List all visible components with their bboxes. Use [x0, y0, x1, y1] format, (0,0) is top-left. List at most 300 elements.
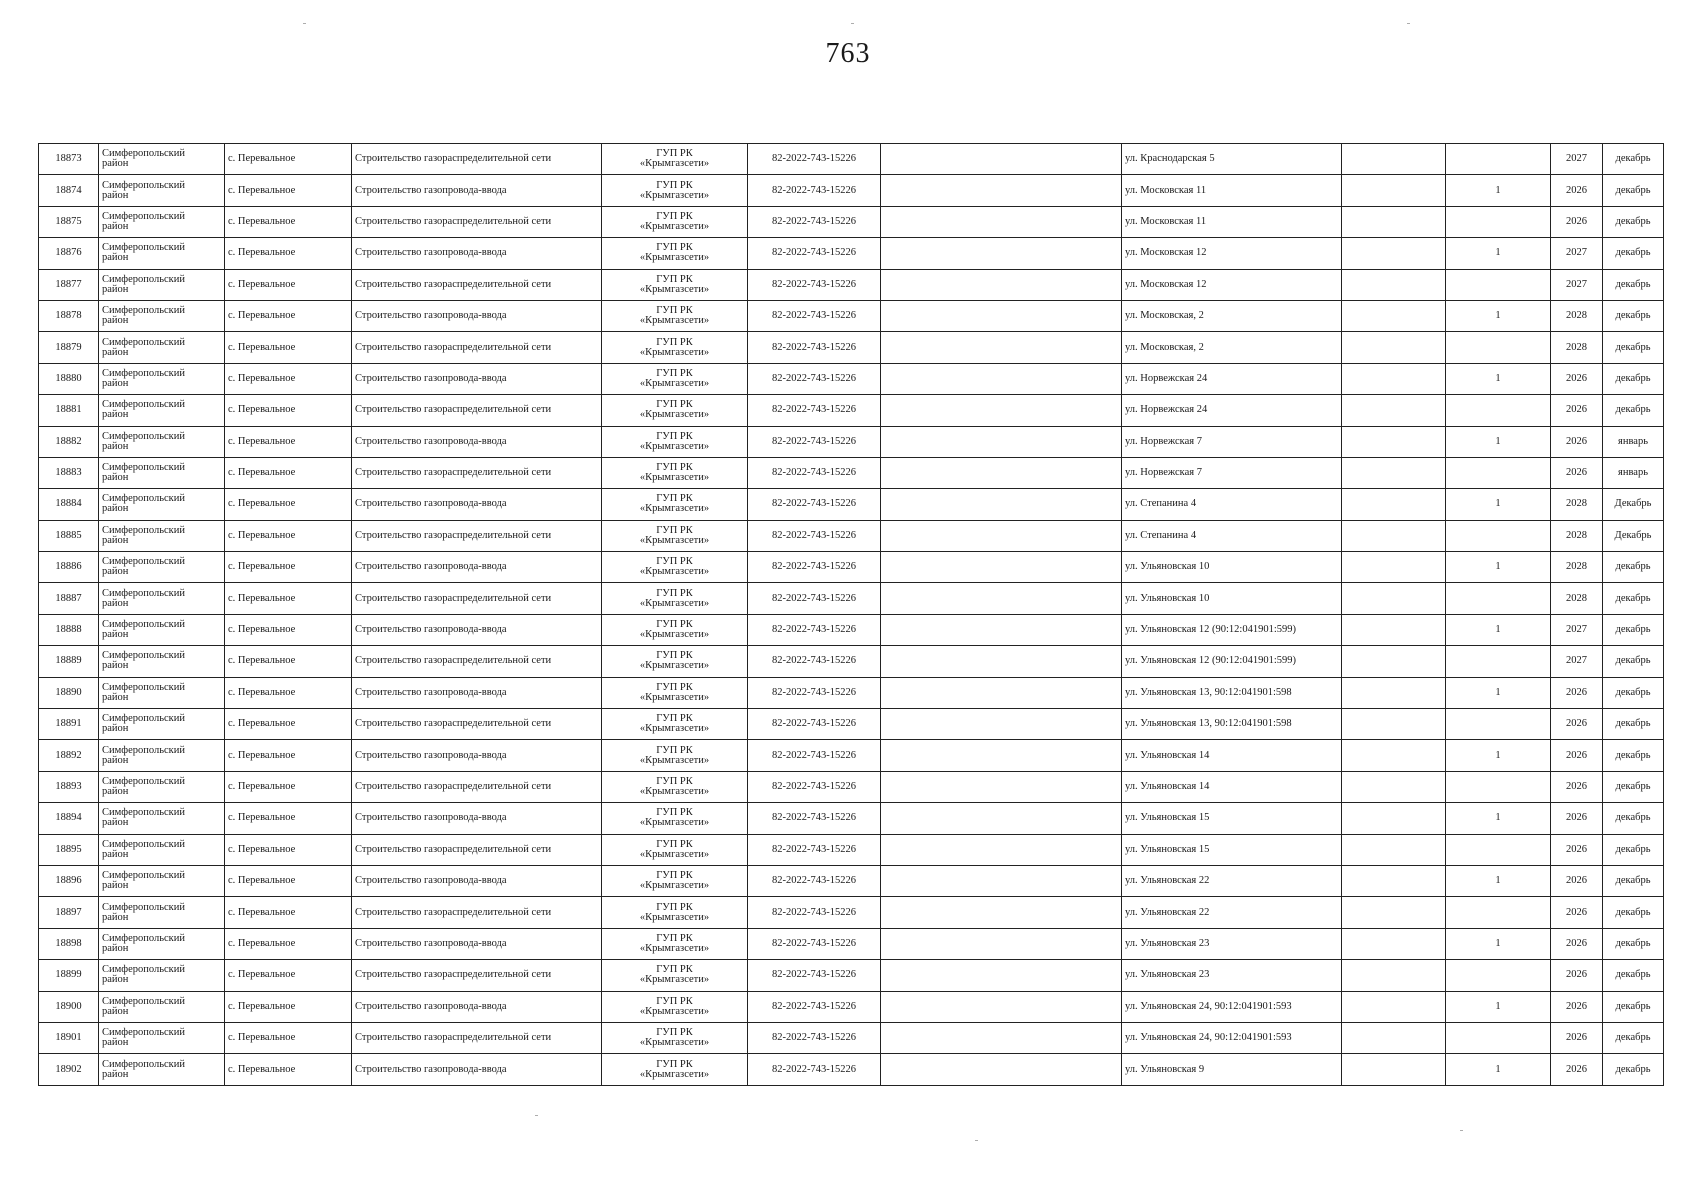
cell-settlement: с. Перевальное: [225, 991, 352, 1022]
cell-settlement: с. Перевальное: [225, 489, 352, 520]
cell-organization-line: ГУП РК: [656, 462, 693, 474]
cell-program-code: 82-2022-743-15226: [748, 206, 881, 237]
cell-year: 2028: [1551, 552, 1603, 583]
cell-organization-line: «Крымгазсети»: [639, 189, 710, 201]
cell-organization-line: ГУП РК: [656, 744, 693, 756]
cell-month: декабрь: [1603, 206, 1664, 237]
cell-number: 18887: [39, 583, 99, 614]
cell-district-line: район: [102, 629, 129, 641]
cell-quantity: 1: [1446, 928, 1551, 959]
cell-organization-line: ГУП РК: [656, 148, 693, 160]
table-row: [39, 300, 1664, 331]
cell-empty: [1342, 489, 1446, 520]
cell-program-code: 82-2022-743-15226: [748, 144, 881, 175]
cell-settlement: с. Перевальное: [225, 363, 352, 394]
cell-empty: [1342, 175, 1446, 206]
cell-month: декабрь: [1603, 960, 1664, 991]
cell-address: ул. Ульяновская 24, 90:12:041901:593: [1122, 1022, 1342, 1053]
cell-year: 2026: [1551, 897, 1603, 928]
cell-district-line: район: [102, 880, 129, 892]
cell-empty: [881, 614, 1122, 645]
cell-month: декабрь: [1603, 1022, 1664, 1053]
cell-district: [99, 1022, 225, 1053]
cell-district: [99, 332, 225, 363]
cell-district-line: Симферопольский: [102, 744, 185, 756]
cell-organization-line: «Крымгазсети»: [639, 346, 710, 358]
cell-number: 18884: [39, 489, 99, 520]
cell-empty: [881, 206, 1122, 237]
cell-number: 18888: [39, 614, 99, 645]
cell-settlement: с. Перевальное: [225, 144, 352, 175]
cell-organization-line: ГУП РК: [656, 524, 693, 536]
cell-district: [99, 614, 225, 645]
cell-district-line: Симферопольский: [102, 242, 185, 254]
cell-district: [99, 991, 225, 1022]
cell-empty: [881, 175, 1122, 206]
cell-work-type: Строительство газопровода-ввода: [352, 300, 602, 331]
cell-work-type: Строительство газораспределительной сети: [352, 1022, 602, 1053]
cell-organization: [602, 206, 748, 237]
cell-work-type: Строительство газораспределительной сети: [352, 395, 602, 426]
cell-district-line: Симферопольский: [102, 367, 185, 379]
cell-number: 18876: [39, 238, 99, 269]
cell-organization: [602, 865, 748, 896]
cell-district-line: район: [102, 315, 129, 327]
table-row: [39, 269, 1664, 300]
cell-number: 18891: [39, 709, 99, 740]
cell-district: [99, 740, 225, 771]
cell-empty: [1342, 300, 1446, 331]
cell-district-line: район: [102, 817, 129, 829]
cell-year: 2028: [1551, 583, 1603, 614]
cell-district-line: район: [102, 597, 129, 609]
cell-district-line: Симферопольский: [102, 305, 185, 317]
cell-district-line: район: [102, 189, 129, 201]
cell-work-type: Строительство газопровода-ввода: [352, 865, 602, 896]
cell-district: [99, 206, 225, 237]
cell-district-line: район: [102, 566, 129, 578]
cell-address: ул. Норвежская 24: [1122, 395, 1342, 426]
cell-address: ул. Ульяновская 22: [1122, 865, 1342, 896]
cell-settlement: с. Перевальное: [225, 771, 352, 802]
cell-work-type: Строительство газораспределительной сети: [352, 646, 602, 677]
cell-district-line: Симферопольский: [102, 430, 185, 442]
cell-month: декабрь: [1603, 991, 1664, 1022]
cell-empty: [1342, 1054, 1446, 1085]
cell-empty: [881, 395, 1122, 426]
cell-organization: [602, 552, 748, 583]
cell-program-code: 82-2022-743-15226: [748, 740, 881, 771]
cell-organization-line: ГУП РК: [656, 556, 693, 568]
cell-empty: [881, 1054, 1122, 1085]
cell-settlement: с. Перевальное: [225, 897, 352, 928]
scan-speck: [1407, 23, 1410, 24]
cell-settlement: с. Перевальное: [225, 614, 352, 645]
cell-empty: [881, 928, 1122, 959]
cell-year: 2027: [1551, 646, 1603, 677]
cell-month: декабрь: [1603, 771, 1664, 802]
cell-district-line: Симферопольский: [102, 587, 185, 599]
cell-organization-line: «Крымгазсети»: [639, 377, 710, 389]
cell-empty: [1342, 332, 1446, 363]
cell-year: 2026: [1551, 960, 1603, 991]
cell-work-type: Строительство газораспределительной сети: [352, 332, 602, 363]
cell-quantity: [1446, 520, 1551, 551]
cell-settlement: с. Перевальное: [225, 803, 352, 834]
scan-speck: [975, 1140, 978, 1141]
cell-district-line: Симферопольский: [102, 713, 185, 725]
cell-program-code: 82-2022-743-15226: [748, 677, 881, 708]
cell-organization: [602, 803, 748, 834]
cell-address: ул. Ульяновская 14: [1122, 740, 1342, 771]
cell-number: 18877: [39, 269, 99, 300]
cell-settlement: с. Перевальное: [225, 457, 352, 488]
cell-district: [99, 897, 225, 928]
cell-month: декабрь: [1603, 834, 1664, 865]
cell-number: 18882: [39, 426, 99, 457]
cell-organization-line: «Крымгазсети»: [639, 1068, 710, 1080]
registry-table: [38, 143, 1664, 1086]
cell-district-line: район: [102, 723, 129, 735]
cell-settlement: с. Перевальное: [225, 709, 352, 740]
cell-quantity: 1: [1446, 803, 1551, 834]
cell-organization-line: «Крымгазсети»: [639, 754, 710, 766]
cell-district: [99, 395, 225, 426]
cell-year: 2026: [1551, 803, 1603, 834]
table-row: [39, 709, 1664, 740]
cell-organization-line: «Крымгазсети»: [639, 880, 710, 892]
cell-settlement: с. Перевальное: [225, 175, 352, 206]
cell-month: декабрь: [1603, 1054, 1664, 1085]
table-row: [39, 960, 1664, 991]
cell-quantity: 1: [1446, 991, 1551, 1022]
cell-empty: [1342, 395, 1446, 426]
table-row: [39, 520, 1664, 551]
cell-district: [99, 646, 225, 677]
cell-organization-line: ГУП РК: [656, 210, 693, 222]
cell-quantity: 1: [1446, 426, 1551, 457]
table-row: [39, 395, 1664, 426]
table-row: [39, 834, 1664, 865]
cell-organization-line: ГУП РК: [656, 336, 693, 348]
cell-quantity: [1446, 457, 1551, 488]
cell-quantity: [1446, 583, 1551, 614]
cell-month: декабрь: [1603, 144, 1664, 175]
cell-program-code: 82-2022-743-15226: [748, 928, 881, 959]
cell-address: ул. Норвежская 7: [1122, 457, 1342, 488]
cell-empty: [881, 803, 1122, 834]
cell-district-line: Симферопольский: [102, 556, 185, 568]
cell-year: 2026: [1551, 865, 1603, 896]
table-row: [39, 991, 1664, 1022]
cell-year: 2026: [1551, 426, 1603, 457]
cell-organization-line: ГУП РК: [656, 870, 693, 882]
cell-district: [99, 677, 225, 708]
cell-quantity: [1446, 960, 1551, 991]
cell-year: 2027: [1551, 144, 1603, 175]
cell-number: 18901: [39, 1022, 99, 1053]
cell-district: [99, 552, 225, 583]
cell-organization: [602, 740, 748, 771]
cell-program-code: 82-2022-743-15226: [748, 175, 881, 206]
cell-work-type: Строительство газораспределительной сети: [352, 709, 602, 740]
cell-district-line: Симферопольский: [102, 650, 185, 662]
cell-number: 18895: [39, 834, 99, 865]
cell-district-line: Симферопольский: [102, 336, 185, 348]
cell-work-type: Строительство газораспределительной сети: [352, 206, 602, 237]
cell-district-line: Симферопольский: [102, 870, 185, 882]
cell-work-type: Строительство газораспределительной сети: [352, 960, 602, 991]
cell-quantity: 1: [1446, 175, 1551, 206]
cell-quantity: [1446, 1022, 1551, 1053]
cell-district: [99, 300, 225, 331]
cell-quantity: 1: [1446, 740, 1551, 771]
cell-quantity: [1446, 144, 1551, 175]
cell-organization-line: ГУП РК: [656, 305, 693, 317]
cell-organization-line: «Крымгазсети»: [639, 848, 710, 860]
cell-empty: [881, 1022, 1122, 1053]
cell-district-line: район: [102, 409, 129, 421]
cell-district-line: район: [102, 691, 129, 703]
cell-quantity: [1446, 206, 1551, 237]
cell-empty: [881, 897, 1122, 928]
cell-empty: [1342, 771, 1446, 802]
cell-organization-line: ГУП РК: [656, 838, 693, 850]
cell-year: 2026: [1551, 206, 1603, 237]
cell-organization-line: ГУП РК: [656, 399, 693, 411]
cell-year: 2026: [1551, 677, 1603, 708]
cell-program-code: 82-2022-743-15226: [748, 238, 881, 269]
cell-organization: [602, 614, 748, 645]
cell-settlement: с. Перевальное: [225, 332, 352, 363]
cell-organization-line: «Крымгазсети»: [639, 503, 710, 515]
cell-organization-line: ГУП РК: [656, 242, 693, 254]
cell-number: 18902: [39, 1054, 99, 1085]
cell-month: декабрь: [1603, 865, 1664, 896]
cell-empty: [1342, 834, 1446, 865]
cell-month: декабрь: [1603, 363, 1664, 394]
cell-district: [99, 771, 225, 802]
cell-empty: [1342, 426, 1446, 457]
cell-number: 18889: [39, 646, 99, 677]
cell-organization-line: ГУП РК: [656, 964, 693, 976]
cell-quantity: [1446, 646, 1551, 677]
cell-address: ул. Ульяновская 22: [1122, 897, 1342, 928]
cell-year: 2027: [1551, 614, 1603, 645]
cell-district-line: Симферопольский: [102, 493, 185, 505]
cell-settlement: с. Перевальное: [225, 960, 352, 991]
cell-quantity: [1446, 269, 1551, 300]
cell-address: ул. Ульяновская 10: [1122, 552, 1342, 583]
table-row: [39, 740, 1664, 771]
cell-district: [99, 928, 225, 959]
cell-organization-line: «Крымгазсети»: [639, 629, 710, 641]
cell-district: [99, 834, 225, 865]
cell-program-code: 82-2022-743-15226: [748, 395, 881, 426]
cell-address: ул. Ульяновская 13, 90:12:041901:598: [1122, 709, 1342, 740]
cell-program-code: 82-2022-743-15226: [748, 865, 881, 896]
cell-organization: [602, 991, 748, 1022]
cell-settlement: с. Перевальное: [225, 552, 352, 583]
cell-settlement: с. Перевальное: [225, 928, 352, 959]
cell-district-line: район: [102, 1037, 129, 1049]
cell-organization-line: «Крымгазсети»: [639, 534, 710, 546]
cell-empty: [881, 426, 1122, 457]
cell-organization-line: «Крымгазсети»: [639, 911, 710, 923]
table-row: [39, 489, 1664, 520]
cell-organization: [602, 489, 748, 520]
cell-quantity: 1: [1446, 300, 1551, 331]
cell-district-line: Симферопольский: [102, 524, 185, 536]
cell-empty: [1342, 740, 1446, 771]
cell-organization-line: «Крымгазсети»: [639, 315, 710, 327]
cell-month: Декабрь: [1603, 489, 1664, 520]
page-number: 763: [825, 38, 871, 69]
cell-empty: [1342, 457, 1446, 488]
cell-address: ул. Ульяновская 13, 90:12:041901:598: [1122, 677, 1342, 708]
cell-address: ул. Ульяновская 9: [1122, 1054, 1342, 1085]
cell-work-type: Строительство газопровода-ввода: [352, 175, 602, 206]
cell-organization-line: ГУП РК: [656, 776, 693, 787]
cell-organization: [602, 960, 748, 991]
cell-organization-line: «Крымгазсети»: [639, 817, 710, 829]
cell-program-code: 82-2022-743-15226: [748, 457, 881, 488]
cell-district-line: район: [102, 974, 129, 986]
cell-year: 2028: [1551, 489, 1603, 520]
cell-work-type: Строительство газопровода-ввода: [352, 991, 602, 1022]
cell-district-line: район: [102, 283, 129, 295]
cell-year: 2026: [1551, 740, 1603, 771]
cell-number: 18885: [39, 520, 99, 551]
cell-organization-line: «Крымгазсети»: [639, 283, 710, 295]
cell-program-code: 82-2022-743-15226: [748, 269, 881, 300]
cell-program-code: 82-2022-743-15226: [748, 803, 881, 834]
cell-district-line: район: [102, 942, 129, 954]
cell-organization: [602, 583, 748, 614]
cell-address: ул. Ульяновская 24, 90:12:041901:593: [1122, 991, 1342, 1022]
cell-work-type: Строительство газопровода-ввода: [352, 552, 602, 583]
cell-number: 18886: [39, 552, 99, 583]
cell-year: 2028: [1551, 300, 1603, 331]
cell-organization-line: ГУП РК: [656, 681, 693, 693]
cell-work-type: Строительство газопровода-ввода: [352, 1054, 602, 1085]
cell-district: [99, 865, 225, 896]
cell-organization-line: ГУП РК: [656, 493, 693, 505]
cell-organization: [602, 928, 748, 959]
cell-settlement: с. Перевальное: [225, 1054, 352, 1085]
cell-organization-line: ГУП РК: [656, 995, 693, 1007]
cell-work-type: Строительство газопровода-ввода: [352, 426, 602, 457]
cell-number: 18879: [39, 332, 99, 363]
cell-organization-line: «Крымгазсети»: [639, 1005, 710, 1017]
cell-organization-line: «Крымгазсети»: [639, 1037, 710, 1049]
cell-program-code: 82-2022-743-15226: [748, 960, 881, 991]
cell-settlement: с. Перевальное: [225, 269, 352, 300]
cell-empty: [881, 583, 1122, 614]
table-row: [39, 771, 1664, 802]
cell-district: [99, 489, 225, 520]
cell-settlement: с. Перевальное: [225, 583, 352, 614]
cell-program-code: 82-2022-743-15226: [748, 363, 881, 394]
cell-month: декабрь: [1603, 238, 1664, 269]
cell-district-line: Симферопольский: [102, 1058, 185, 1070]
cell-year: 2028: [1551, 520, 1603, 551]
cell-empty: [881, 144, 1122, 175]
cell-empty: [881, 489, 1122, 520]
cell-organization-line: ГУП РК: [656, 932, 693, 944]
cell-district: [99, 238, 225, 269]
cell-district: [99, 426, 225, 457]
cell-empty: [1342, 238, 1446, 269]
cell-program-code: 82-2022-743-15226: [748, 646, 881, 677]
cell-organization: [602, 677, 748, 708]
cell-empty: [881, 363, 1122, 394]
cell-quantity: 1: [1446, 1054, 1551, 1085]
cell-program-code: 82-2022-743-15226: [748, 709, 881, 740]
cell-program-code: 82-2022-743-15226: [748, 614, 881, 645]
cell-organization-line: «Крымгазсети»: [639, 409, 710, 421]
cell-year: 2026: [1551, 928, 1603, 959]
cell-district-line: район: [102, 440, 129, 452]
table-row: [39, 646, 1664, 677]
cell-organization-line: «Крымгазсети»: [639, 220, 710, 232]
cell-address: ул. Ульяновская 15: [1122, 834, 1342, 865]
cell-month: декабрь: [1603, 740, 1664, 771]
cell-empty: [881, 269, 1122, 300]
cell-organization-line: «Крымгазсети»: [639, 691, 710, 703]
cell-month: декабрь: [1603, 928, 1664, 959]
cell-work-type: Строительство газораспределительной сети: [352, 457, 602, 488]
cell-organization: [602, 395, 748, 426]
cell-district-line: район: [102, 377, 129, 389]
cell-empty: [1342, 646, 1446, 677]
cell-empty: [881, 332, 1122, 363]
cell-year: 2026: [1551, 709, 1603, 740]
cell-organization: [602, 300, 748, 331]
cell-organization: [602, 269, 748, 300]
cell-address: ул. Ульяновская 23: [1122, 960, 1342, 991]
cell-empty: [1342, 1022, 1446, 1053]
cell-month: декабрь: [1603, 709, 1664, 740]
cell-district-line: район: [102, 848, 129, 860]
cell-empty: [881, 771, 1122, 802]
cell-month: декабрь: [1603, 583, 1664, 614]
cell-district-line: Симферопольский: [102, 901, 185, 913]
cell-empty: [1342, 206, 1446, 237]
cell-program-code: 82-2022-743-15226: [748, 520, 881, 551]
cell-quantity: [1446, 395, 1551, 426]
cell-year: 2026: [1551, 991, 1603, 1022]
cell-empty: [881, 834, 1122, 865]
cell-work-type: Строительство газораспределительной сети: [352, 771, 602, 802]
cell-empty: [1342, 144, 1446, 175]
cell-work-type: Строительство газораспределительной сети: [352, 834, 602, 865]
cell-settlement: с. Перевальное: [225, 300, 352, 331]
cell-settlement: с. Перевальное: [225, 865, 352, 896]
cell-district-line: район: [102, 252, 129, 264]
scan-speck: [851, 23, 854, 24]
cell-empty: [1342, 897, 1446, 928]
cell-address: ул. Ульяновская 12 (90:12:041901:599): [1122, 614, 1342, 645]
cell-program-code: 82-2022-743-15226: [748, 426, 881, 457]
cell-work-type: Строительство газопровода-ввода: [352, 238, 602, 269]
cell-empty: [881, 865, 1122, 896]
cell-address: ул. Степанина 4: [1122, 489, 1342, 520]
cell-number: 18883: [39, 457, 99, 488]
cell-organization-line: «Крымгазсети»: [639, 597, 710, 609]
cell-organization: [602, 363, 748, 394]
cell-organization-line: ГУП РК: [656, 807, 693, 819]
